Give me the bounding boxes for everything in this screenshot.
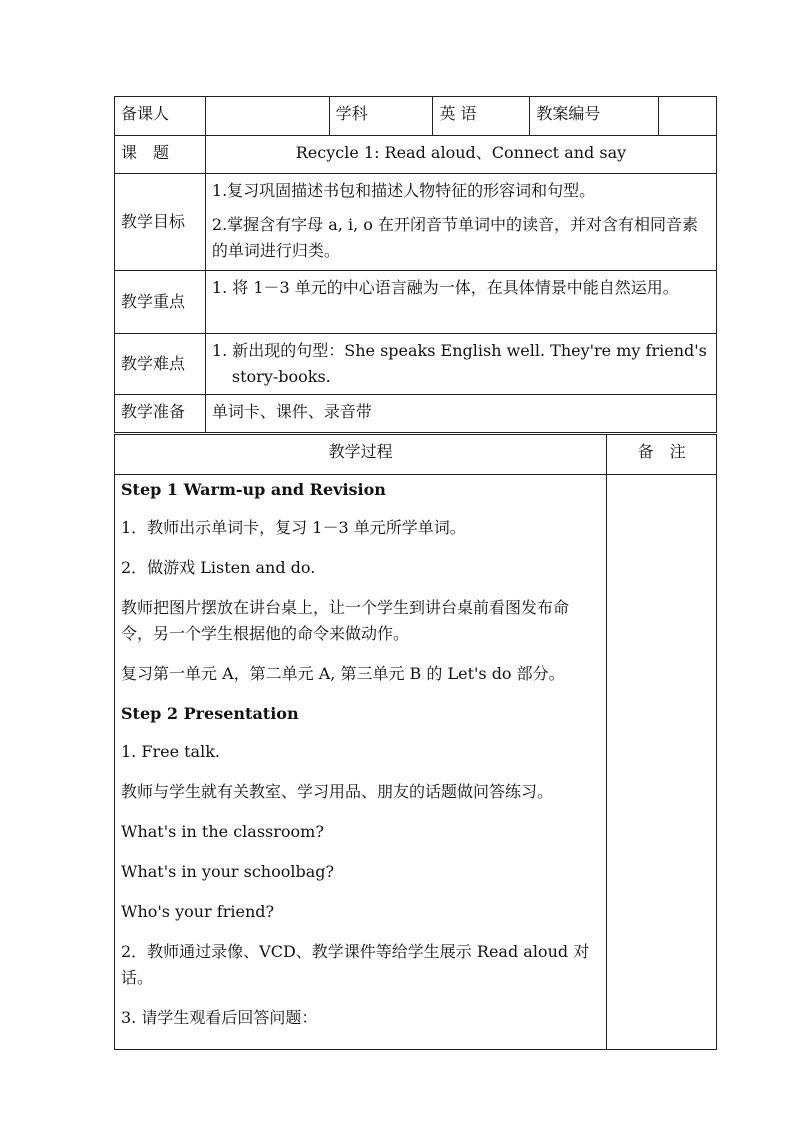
- goal-item-2: 2.掌握含有字母 a, i, o 在开闭音节单词中的读音，并对含有相同音素的单词进行归类。: [211, 215, 698, 260]
- process-header-row: [115, 435, 717, 475]
- goal-item-1: 1.复习巩固描述书包和描述人物特征的形容词和句型。: [211, 181, 596, 200]
- step1-item-4: 复习第一单元 A，第二单元 A, 第三单元 B 的 Let's do 部分。: [121, 664, 565, 683]
- process-header: 教学过程: [115, 435, 607, 475]
- process-body-row: [115, 475, 717, 1050]
- preparation-value: 单词卡、课件、录音带: [205, 395, 716, 433]
- difficulties-label: 教学难点: [115, 334, 206, 395]
- preparer-label: 备课人: [115, 97, 206, 136]
- key-points-label: 教学重点: [115, 271, 206, 334]
- step1-title: Step 1 Warm-up and Revision: [121, 480, 386, 499]
- step1-item-1: 1．教师出示单词卡，复习 1－3 单元所学单词。: [121, 518, 466, 537]
- notes-cell: [607, 475, 717, 1050]
- step1-item-2: 2．做游戏 Listen and do.: [121, 558, 316, 577]
- topic-label: 课 题: [115, 136, 206, 174]
- header-row: [115, 97, 717, 136]
- preparation-label: 教学准备: [115, 395, 206, 433]
- difficulties-value: [205, 334, 716, 395]
- difficulties-text: 1. 新出现的句型：She speaks English well. They're my friend's story-books.: [211, 341, 707, 386]
- subject-value: 英 语: [433, 97, 530, 136]
- lesson-info-table: [114, 96, 717, 433]
- key-points-row: [115, 271, 717, 334]
- step2-item-1: 1. Free talk.: [121, 742, 220, 761]
- goals-row: [115, 174, 717, 271]
- topic-row: [115, 136, 717, 174]
- step2-item-7: 3. 请学生观看后回答问题：: [121, 1008, 318, 1027]
- notes-header: 备 注: [607, 435, 717, 475]
- step2-title: Step 2 Presentation: [121, 704, 299, 723]
- difficulties-row: [115, 334, 717, 395]
- step2-item-5: Who's your friend?: [121, 902, 275, 921]
- step2-item-2: 教师与学生就有关教室、学习用品、朋友的话题做问答练习。: [121, 782, 554, 801]
- teaching-process-table: [114, 434, 717, 1050]
- key-points-text: 1. 将 1－3 单元的中心语言融为一体，在具体情景中能自然运用。: [211, 278, 679, 297]
- plan-number-label: 教案编号: [530, 97, 659, 136]
- key-points-value: [205, 271, 716, 334]
- subject-label: 学科: [329, 97, 433, 136]
- process-content: [115, 475, 607, 1050]
- step2-item-4: What's in your schoolbag?: [121, 862, 335, 881]
- topic-value: Recycle 1: Read aloud、Connect and say: [205, 136, 716, 174]
- step1-item-3: 教师把图片摆放在讲台桌上，让一个学生到讲台桌前看图发布命令，另一个学生根据他的命令来做动作。: [121, 598, 570, 643]
- step2-item-6: 2．教师通过录像、VCD、教学课件等给学生展示 Read aloud 对话。: [121, 942, 590, 987]
- step2-item-3: What's in the classroom?: [121, 822, 324, 841]
- goals-label: 教学目标: [115, 174, 206, 271]
- goals-cell: [205, 174, 716, 271]
- preparation-row: [115, 395, 717, 433]
- preparer-value: [205, 97, 329, 136]
- plan-number-value: [659, 97, 717, 136]
